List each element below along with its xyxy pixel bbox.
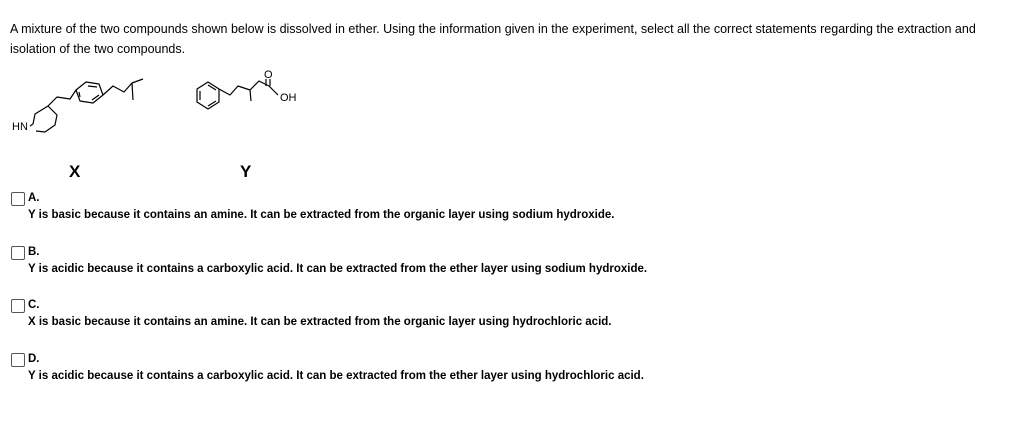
structures-drawing (0, 60, 330, 190)
y-o-label: O (264, 69, 273, 81)
option-a-checkbox[interactable] (11, 192, 25, 206)
x-hn-label: HN (12, 121, 28, 133)
option-d-letter: D. (28, 353, 40, 365)
option-d-checkbox[interactable] (11, 353, 25, 367)
chemical-structures (0, 60, 330, 190)
option-c-letter: C. (28, 299, 40, 311)
x-chain (48, 90, 76, 106)
x-piperidine-ring (33, 106, 57, 132)
option-d-text: Y is acidic because it contains a carboxylic acid. It can be extracted from the ether layer using hydrochloric acid. (28, 370, 644, 382)
x-benzene-ring (76, 82, 103, 103)
option-b-letter: B. (28, 246, 40, 258)
option-b-checkbox[interactable] (11, 246, 25, 260)
x-isobutyl (103, 79, 143, 95)
option-c-text: X is basic because it contains an amine. It can be extracted from the organic layer using hydrochloric acid. (28, 316, 612, 328)
option-a-text: Y is basic because it contains an amine. It can be extracted from the organic layer using sodium hydroxide. (28, 209, 615, 221)
y-chain (219, 81, 269, 95)
question-text: A mixture of the two compounds shown below is dissolved in ether. Using the information given in the experiment, select all the correct statements regarding the extraction and isolation of the two compounds. (10, 22, 976, 56)
option-a-letter: A. (28, 192, 40, 204)
compound-y-label: Y (240, 162, 252, 181)
option-c-checkbox[interactable] (11, 299, 25, 313)
compound-x-label: X (69, 162, 81, 181)
y-oh-label: OH (280, 92, 297, 104)
option-b-text: Y is acidic because it contains a carboxylic acid. It can be extracted from the ether layer using sodium hydroxide. (28, 263, 648, 275)
